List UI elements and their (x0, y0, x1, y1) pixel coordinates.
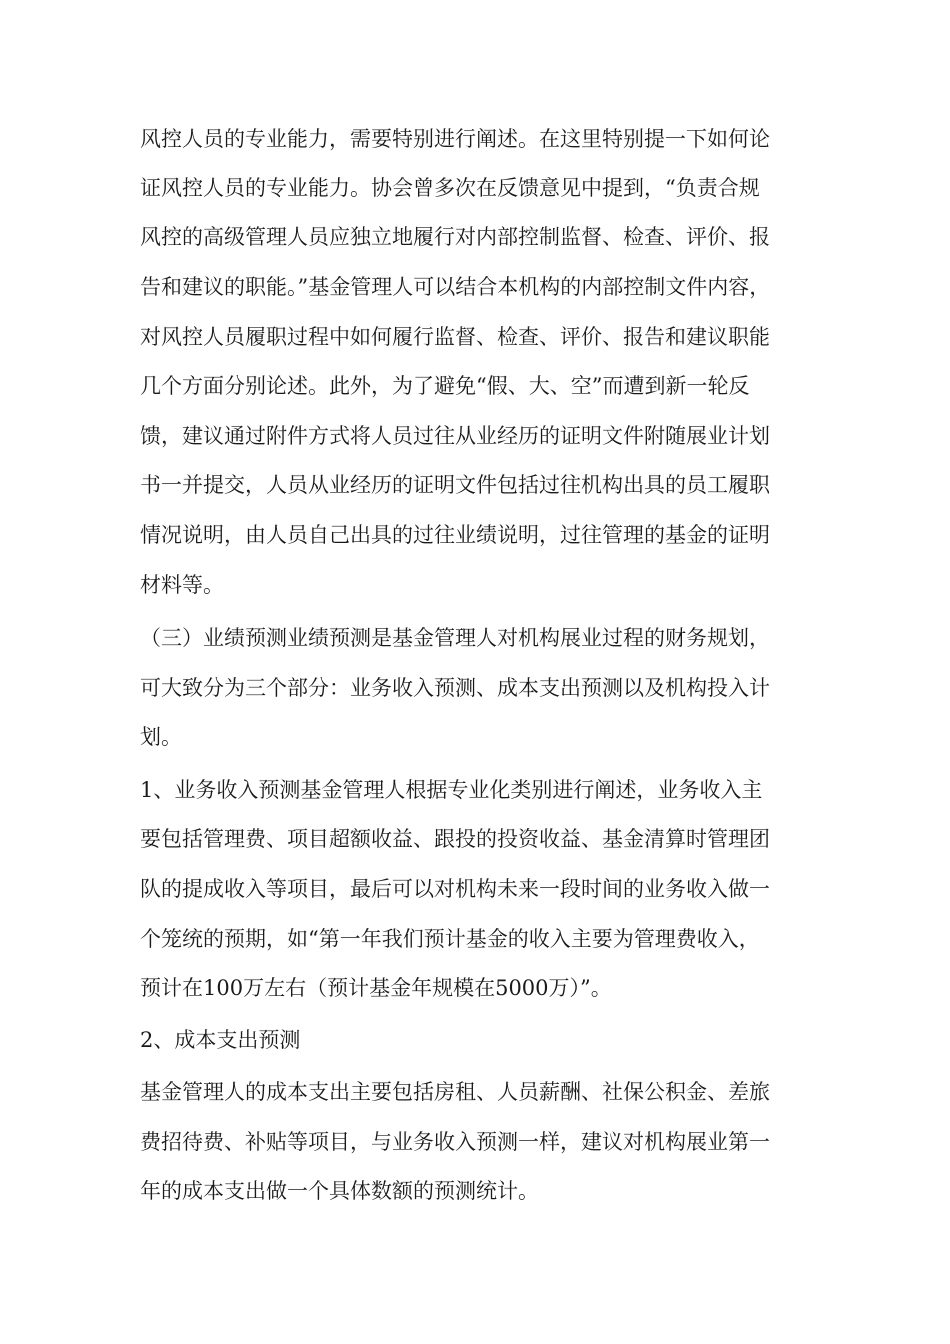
text-line: 划。 (140, 725, 182, 749)
text-line: 可大致分为三个部分：业务收入预测、成本支出预测以及机构投入计 (140, 676, 770, 700)
text-line: 费招待费、补贴等项目，与业务收入预测一样，建议对机构展业第一 (140, 1130, 770, 1154)
text-line: 对风控人员履职过程中如何履行监督、检查、评价、报告和建议职能 (140, 325, 770, 349)
text-line: 1、业务收入预测基金管理人根据专业化类别进行阐述，业务收入主 (140, 778, 763, 802)
text-line: 个笼统的预期，如“第一年我们预计基金的收入主要为管理费收入， (140, 927, 760, 951)
text-line: 书一并提交，人员从业经历的证明文件包括过往机构出具的员工履职 (140, 473, 770, 497)
text-line: 材料等。 (140, 573, 224, 597)
text-line: 要包括管理费、项目超额收益、跟投的投资收益、基金清算时管理团 (140, 827, 770, 851)
text-line: 年的成本支出做一个具体数额的预测统计。 (140, 1179, 539, 1203)
text-line: 风控人员的专业能力，需要特别进行阐述。在这里特别提一下如何论 (140, 127, 770, 151)
text-line: 证风控人员的专业能力。协会曾多次在反馈意见中提到，“负责合规 (140, 176, 760, 200)
text-line: 队的提成收入等项目，最后可以对机构未来一段时间的业务收入做一 (140, 877, 770, 901)
text-line: 风控的高级管理人员应独立地履行对内部控制监督、检查、评价、报 (140, 225, 770, 249)
text-line: 情况说明，由人员自己出具的过往业绩说明，过往管理的基金的证明 (140, 523, 770, 547)
text-line: 预计在100万左右（预计基金年规模在5000万）”。 (140, 976, 612, 1000)
subheading-line: 2、成本支出预测 (140, 1028, 301, 1052)
text-line: 馈，建议通过附件方式将人员过往从业经历的证明文件附随展业计划 (140, 424, 770, 448)
text-line: 告和建议的职能。”基金管理人可以结合本机构的内部控制文件内容， (140, 275, 771, 299)
text-line: 基金管理人的成本支出主要包括房租、人员薪酬、社保公积金、差旅 (140, 1080, 770, 1104)
section-heading-line: （三）业绩预测业绩预测是基金管理人对机构展业过程的财务规划， (140, 626, 770, 650)
text-line: 几个方面分别论述。此外，为了避免“假、大、空”而遭到新一轮反 (140, 374, 750, 398)
